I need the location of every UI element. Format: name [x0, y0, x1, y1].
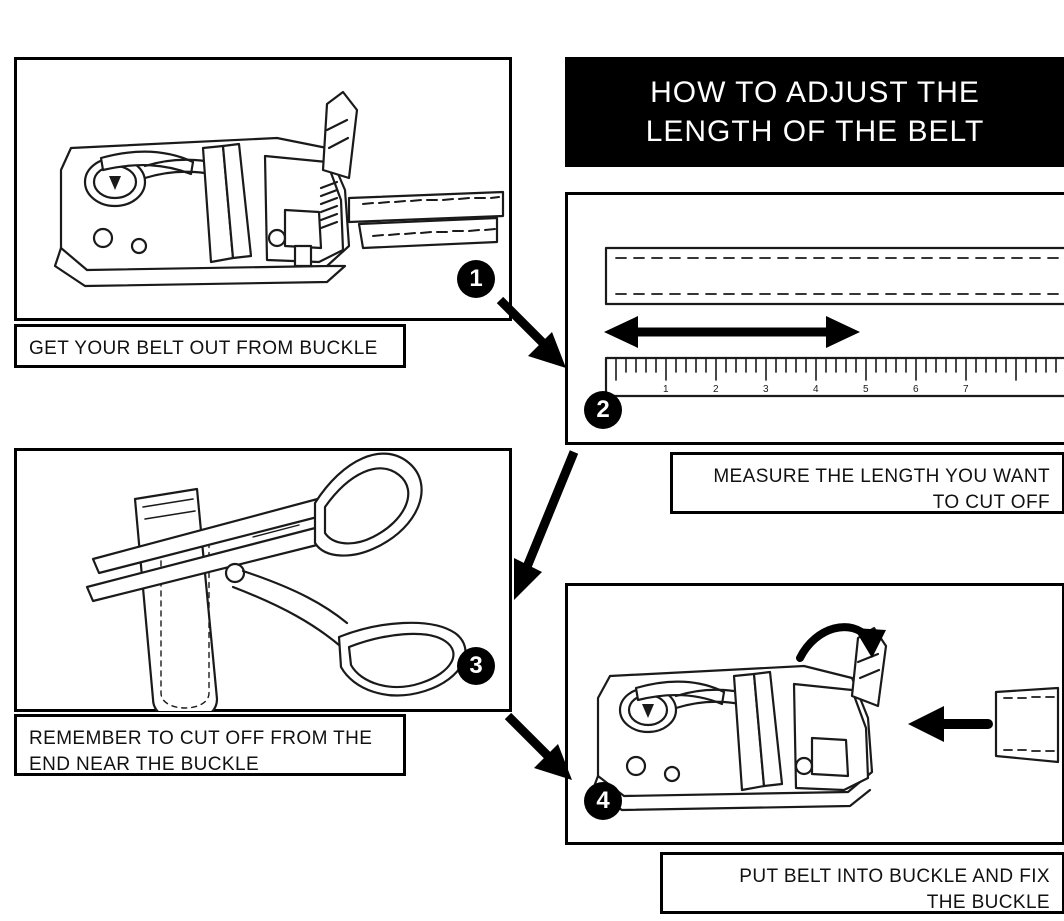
- step-4-caption: [660, 852, 1064, 914]
- step-2-panel: [565, 192, 1064, 445]
- arrow-step3-to-step4: [508, 716, 572, 780]
- belt-strap-with-ruler-illustration: [598, 240, 1064, 405]
- step-2-caption: [670, 452, 1064, 514]
- svg-text:1: 1: [663, 384, 669, 395]
- step-1-panel: [14, 57, 512, 321]
- step-2-badge: 2: [584, 391, 622, 429]
- diagram-title-line-2: LENGTH OF THE BELT: [645, 115, 985, 148]
- svg-text:7: 7: [963, 384, 969, 395]
- step-4-caption-line-1: PUT BELT INTO BUCKLE AND FIX: [739, 866, 1050, 887]
- diagram-title-line-1: HOW TO ADJUST THE: [650, 76, 980, 109]
- step-2-caption-line-2: TO CUT OFF: [932, 491, 1050, 513]
- step-3-caption-line-2: END NEAR THE BUCKLE: [29, 753, 260, 775]
- diagram-title: [565, 57, 1064, 167]
- svg-text:2: 2: [713, 384, 719, 395]
- step-1-badge: 1: [457, 260, 495, 298]
- step-3-panel: [14, 448, 512, 712]
- step-4-panel: [565, 583, 1064, 845]
- arrow-step2-to-step3: [514, 452, 574, 600]
- belt-buckle-release-illustration: [27, 70, 505, 314]
- step-4-badge: 4: [584, 782, 622, 820]
- svg-text:6: 6: [913, 384, 919, 395]
- belt-inserted-into-buckle-illustration: [576, 600, 1060, 814]
- svg-text:4: 4: [813, 384, 819, 395]
- step-4-caption-line-2: THE BUCKLE: [926, 891, 1050, 913]
- scissors-cutting-belt-illustration: [57, 411, 487, 711]
- step-2-caption-line-1: MEASURE THE LENGTH YOU WANT: [713, 466, 1050, 487]
- step-3-caption-line-1: REMEMBER TO CUT OFF FROM THE: [29, 728, 373, 749]
- step-3-badge: 3: [457, 647, 495, 685]
- step-1-caption-text: GET YOUR BELT OUT FROM BUCKLE: [29, 338, 378, 359]
- svg-text:3: 3: [763, 384, 769, 395]
- step-1-caption: [14, 324, 406, 368]
- step-3-caption: [14, 714, 406, 776]
- svg-text:5: 5: [863, 384, 869, 395]
